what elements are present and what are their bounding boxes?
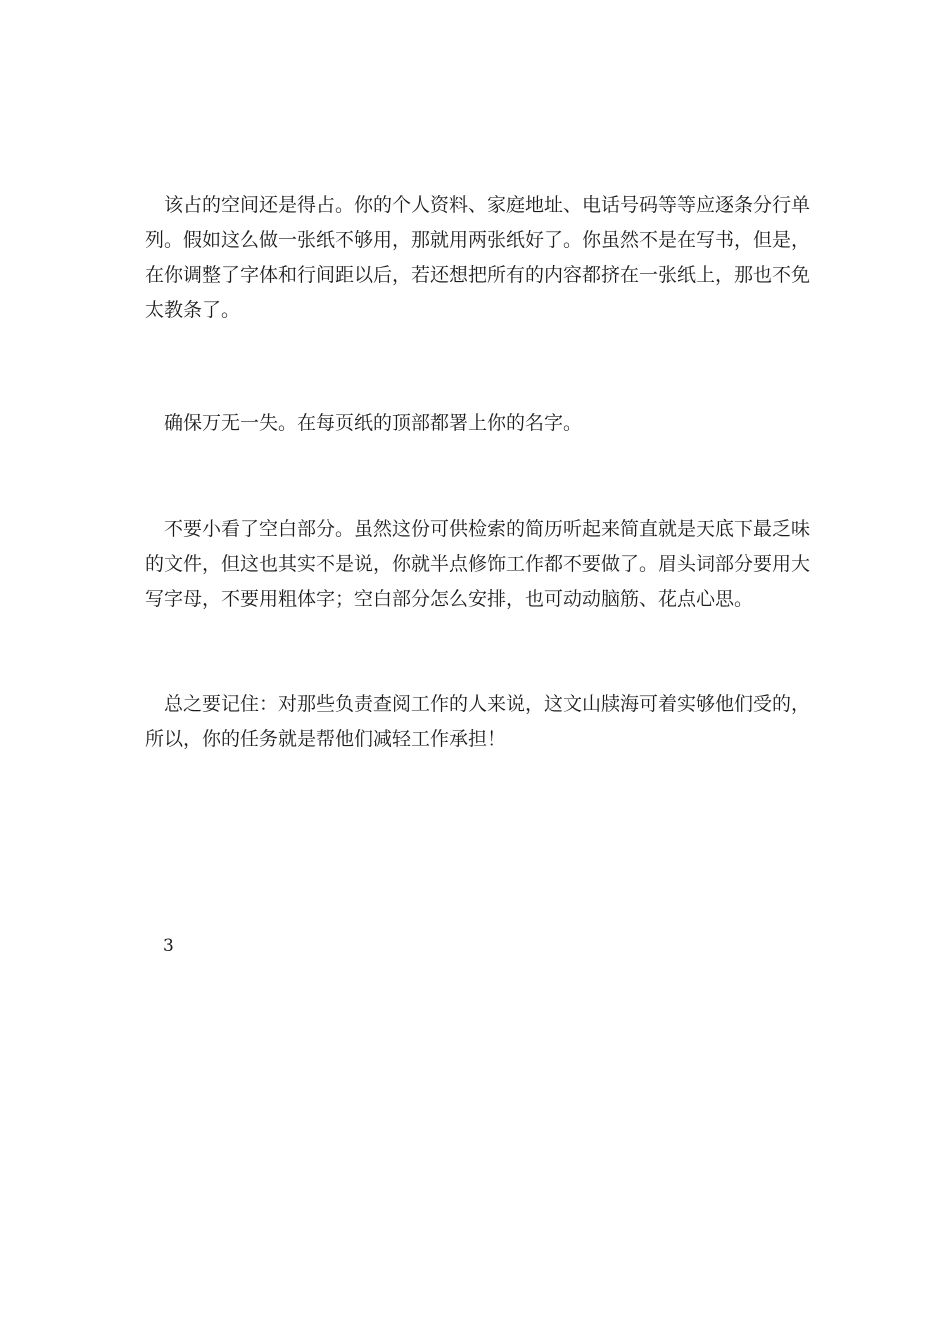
page-number: 3 <box>163 936 174 956</box>
paragraph-name-on-each-page: 确保万无一失。在每页纸的顶部都署上你的名字。 <box>164 412 583 434</box>
paragraph-summary: 总之要记住：对那些负责查阅工作的人来说，这文山牍海可着实够他们受的，所以，你的任务就是帮他们减轻工作承担！ <box>145 693 811 750</box>
paragraph-white-space: 不要小看了空白部分。虽然这份可供检索的简历听起来简直就是天底下最乏味的文件，但这也其实不是说，你就半点修饰工作都不要做了。眉头词部分要用大写字母，不要用粗体字；空白部分怎么安排，也可动动脑筋、花点心思。 <box>145 518 811 610</box>
paragraph-space-usage: 该占的空间还是得占。你的个人资料、家庭地址、电话号码等等应逐条分行单列。假如这么做一张纸不够用，那就用两张纸好了。你虽然不是在写书，但是，在你调整了字体和行间距以后，若还想把所有的内容都挤在一张纸上，那也不免太教条了。 <box>145 194 811 321</box>
